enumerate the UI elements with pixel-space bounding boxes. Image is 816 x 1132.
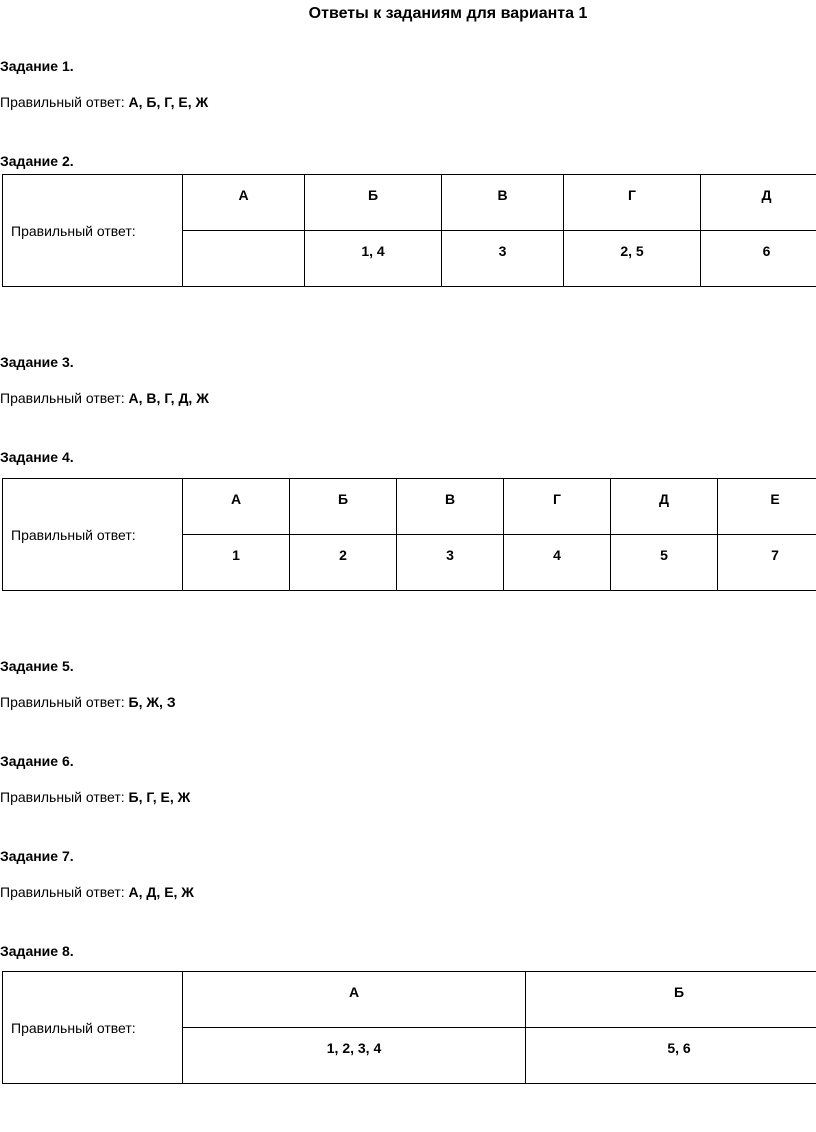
table-header-cell: Г xyxy=(564,175,701,231)
table-header-cell: А xyxy=(183,175,305,231)
table-header-cell: Е xyxy=(718,479,816,535)
answer-label: Правильный ответ: xyxy=(0,390,125,406)
answer-label: Правильный ответ: xyxy=(0,884,125,900)
table-header-cell: Б xyxy=(290,479,397,535)
task-6-heading: Задание 6. xyxy=(0,753,74,769)
task-4-heading: Задание 4. xyxy=(0,449,74,465)
table-value-cell: 5, 6 xyxy=(526,1028,816,1084)
task-2-heading: Задание 2. xyxy=(0,153,74,169)
answer-value: А, Д, Е, Ж xyxy=(128,884,194,900)
table-value-cell: 1 xyxy=(183,535,290,591)
table-label: Правильный ответ: xyxy=(3,175,183,287)
table-value-cell: 3 xyxy=(397,535,504,591)
answer-value: А, В, Г, Д, Ж xyxy=(128,390,209,406)
table-header-cell: В xyxy=(442,175,564,231)
table-value-cell: 1, 4 xyxy=(305,231,442,287)
answer-value: А, Б, Г, Е, Ж xyxy=(128,94,209,110)
table-header-cell: Д xyxy=(611,479,718,535)
page-title: Ответы к заданиям для варианта 1 xyxy=(308,5,588,22)
table-value-cell: 2 xyxy=(290,535,397,591)
task-1-answer xyxy=(0,93,208,111)
table-header-cell: Д xyxy=(701,175,816,231)
answer-label: Правильный ответ: xyxy=(0,694,125,710)
task-6-answer xyxy=(0,788,190,806)
task-7-answer xyxy=(0,883,194,901)
table-header-cell: А xyxy=(183,972,526,1028)
task-4-table xyxy=(2,478,816,591)
table-header-cell: А xyxy=(183,479,290,535)
answer-value: Б, Г, Е, Ж xyxy=(128,789,191,805)
task-8-heading: Задание 8. xyxy=(0,943,74,959)
table-header-cell: Б xyxy=(305,175,442,231)
table-header-cell: В xyxy=(397,479,504,535)
table-value-cell: 5 xyxy=(611,535,718,591)
task-2-table xyxy=(2,174,816,287)
table-header-cell: Б xyxy=(526,972,816,1028)
table-value-cell: 3 xyxy=(442,231,564,287)
table-header-cell: Г xyxy=(504,479,611,535)
task-5-answer xyxy=(0,693,176,711)
table-value-cell: 1, 2, 3, 4 xyxy=(183,1028,526,1084)
table-value-cell xyxy=(183,231,305,287)
task-8-table xyxy=(2,971,816,1084)
answer-value: Б, Ж, З xyxy=(128,694,176,710)
task-1-heading: Задание 1. xyxy=(0,58,74,74)
table-value-cell: 6 xyxy=(701,231,816,287)
table-value-cell: 2, 5 xyxy=(564,231,701,287)
table-value-cell: 7 xyxy=(718,535,816,591)
task-3-answer xyxy=(0,389,209,407)
task-3-heading: Задание 3. xyxy=(0,354,74,370)
table-value-cell: 4 xyxy=(504,535,611,591)
table-label: Правильный ответ: xyxy=(3,972,183,1084)
answer-label: Правильный ответ: xyxy=(0,94,125,110)
task-5-heading: Задание 5. xyxy=(0,658,74,674)
task-7-heading: Задание 7. xyxy=(0,848,74,864)
table-label: Правильный ответ: xyxy=(3,479,183,591)
answer-label: Правильный ответ: xyxy=(0,789,125,805)
